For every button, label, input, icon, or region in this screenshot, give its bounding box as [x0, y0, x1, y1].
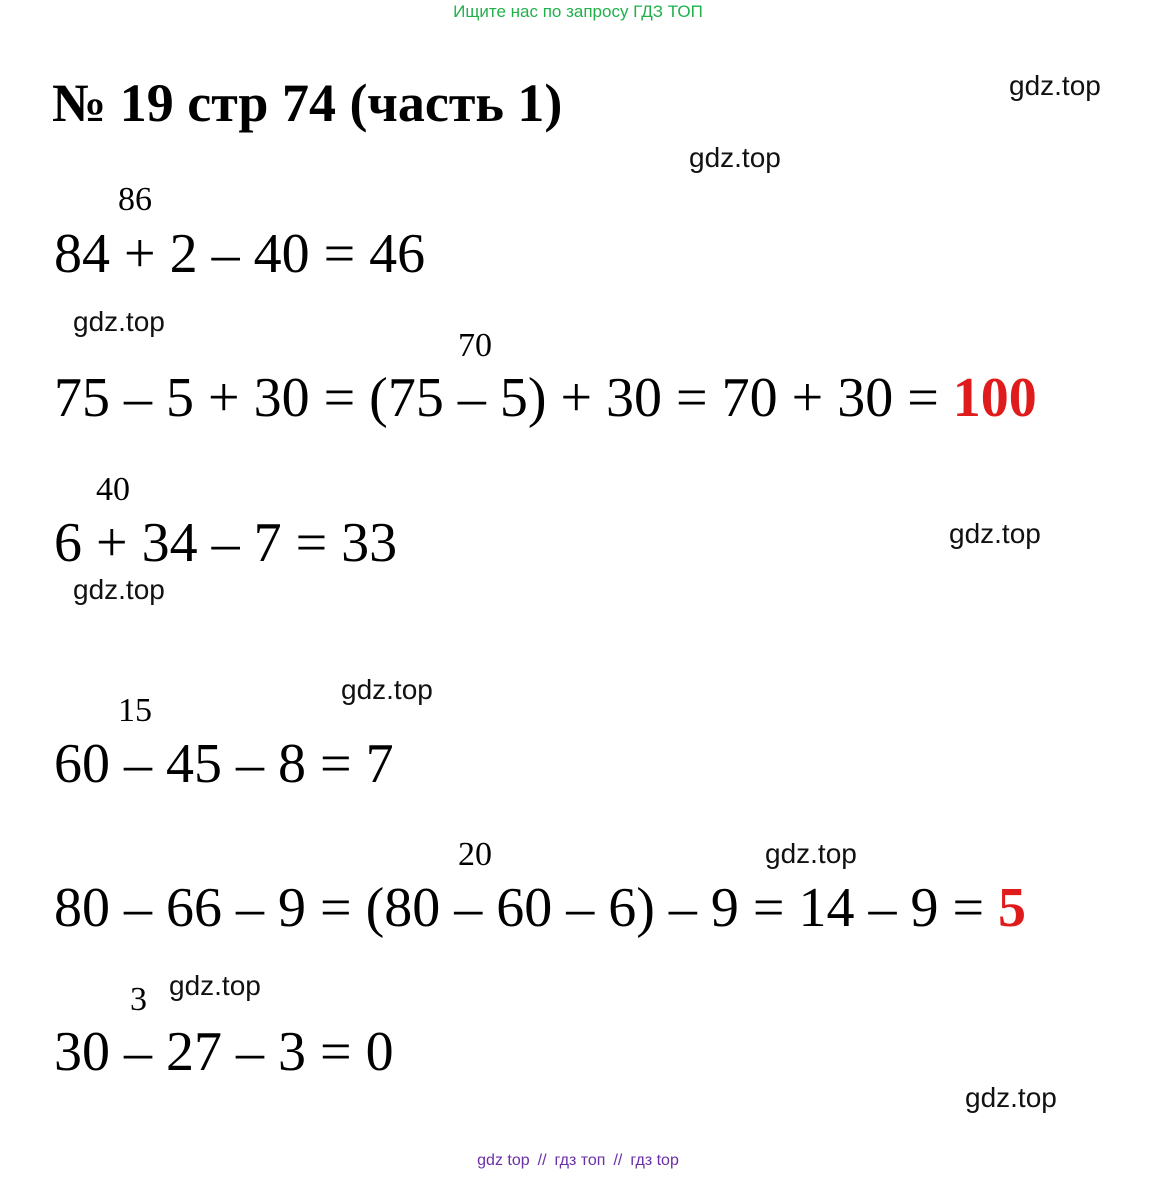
equation-line	[54, 512, 398, 574]
equation-line	[54, 1021, 394, 1083]
footer-link[interactable]: гдз top	[630, 1152, 679, 1169]
watermark: gdz.top	[765, 838, 857, 869]
equation-line	[54, 733, 394, 795]
watermark: gdz.top	[73, 306, 165, 337]
equation-text: 30 – 27 – 3 = 0	[54, 1021, 394, 1083]
equation-line	[54, 877, 1027, 939]
equation-line	[54, 367, 1037, 429]
equation-answer: 5	[998, 877, 1027, 939]
intermediate-result: 15	[118, 692, 152, 729]
equation-answer: 100	[952, 367, 1037, 429]
footer-separator: //	[537, 1152, 547, 1169]
watermark: gdz.top	[341, 674, 433, 705]
intermediate-result: 20	[458, 836, 492, 873]
equation-text: 84 + 2 – 40 = 46	[54, 223, 426, 285]
footer-separator: //	[613, 1152, 623, 1169]
intermediate-result: 86	[118, 181, 152, 218]
intermediate-result: 40	[96, 471, 130, 508]
equation-text: 80 – 66 – 9 = (80 – 60 – 6) – 9 = 14 – 9 =	[54, 877, 999, 939]
footer-link[interactable]: gdz top	[477, 1152, 530, 1169]
watermark: gdz.top	[689, 142, 781, 173]
watermark: gdz.top	[169, 970, 261, 1001]
footer-link[interactable]: гдз топ	[554, 1152, 606, 1169]
watermark: gdz.top	[73, 574, 165, 605]
watermark: gdz.top	[949, 518, 1041, 549]
equation-line	[54, 223, 426, 285]
equation-text: 60 – 45 – 8 = 7	[54, 733, 394, 795]
intermediate-result: 3	[130, 981, 147, 1018]
equation-text: 75 – 5 + 30 = (75 – 5) + 30 = 70 + 30 =	[54, 367, 953, 429]
page-title: № 19 стр 74 (часть 1)	[52, 73, 563, 133]
intermediate-result: 70	[458, 327, 492, 364]
watermark: gdz.top	[1009, 70, 1101, 101]
footer-links	[0, 1152, 1156, 1170]
equation-text: 6 + 34 – 7 = 33	[54, 512, 398, 574]
watermark: gdz.top	[965, 1082, 1057, 1113]
search-banner: Ищите нас по запросу ГДЗ ТОП	[453, 2, 703, 21]
